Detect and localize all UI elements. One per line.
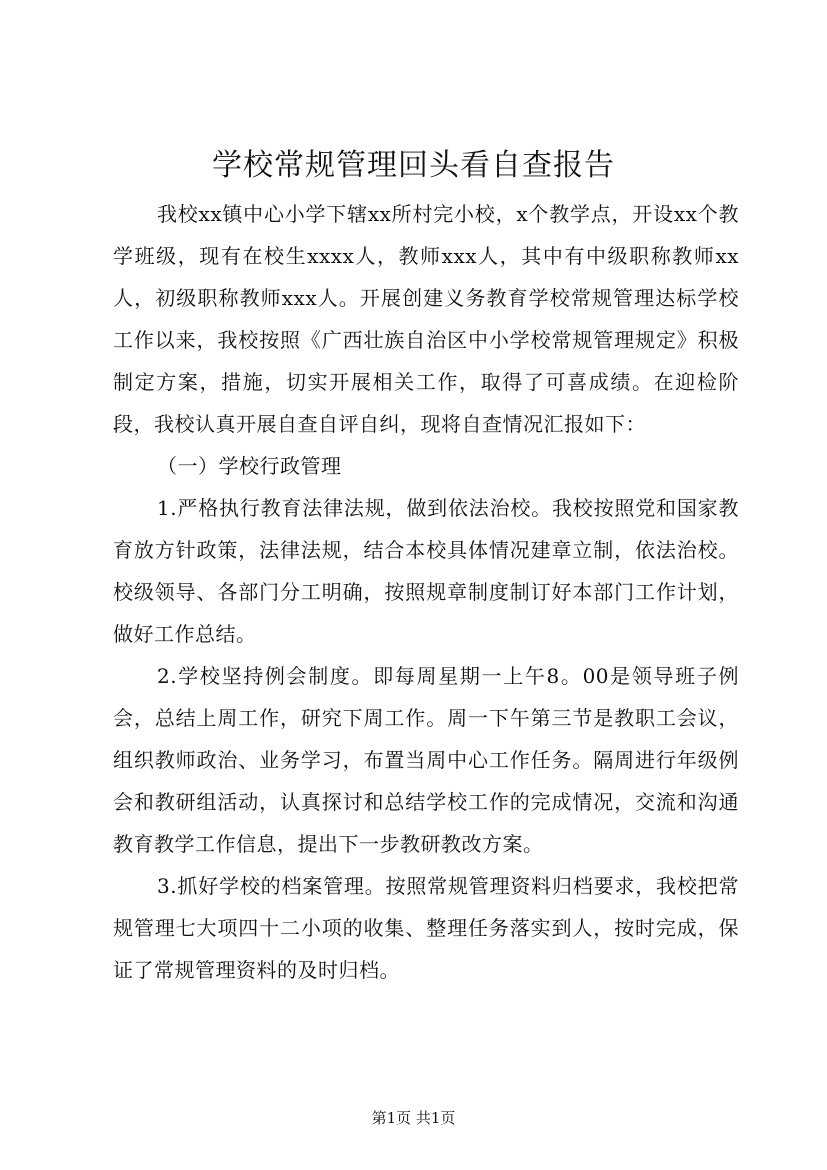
section-heading-administration: （一）学校行政管理	[157, 454, 342, 478]
item-1-paragraph: 1.严格执行教育法律法规，做到依法治校。我校按照党和国家教育放方针政策，法律法规，结合本校具体情况建章立制，依法治校。校级领导、各部门分工明确，按照规章制度制订好本部门工作计划，做好工作总结。	[113, 496, 739, 646]
intro-paragraph: 我校xx镇中心小学下辖xx所村完小校，x个教学点，开设xx个教学班级，现有在校生xxxx人，教师xxx人，其中有中级职称教师xx人，初级职称教师xxx人。开展创建义务教育学校常规管理达标学校工作以来，我校按照《广西壮族自治区中小学校常规管理规定》积极制定方案，措施，切实开展相关工作，取得了可喜成绩。在迎检阶段，我校认真开展自查自评自纠，现将自查情况汇报如下：	[113, 202, 739, 436]
document-body	[113, 193, 739, 991]
item-3-paragraph: 3.抓好学校的档案管理。按照常规管理资料归档要求，我校把常规管理七大项四十二小项的收集、整理任务落实到人，按时完成，保证了常规管理资料的及时归档。	[113, 874, 739, 982]
page-footer: 第1页 共1页	[371, 1109, 456, 1127]
document-title: 学校常规管理回头看自查报告	[212, 148, 615, 183]
item-2-paragraph: 2.学校坚持例会制度。即每周星期一上午8。00是领导班子例会，总结上周工作，研究下周工作。周一下午第三节是教职工会议，组织教师政治、业务学习，布置当周中心工作任务。隔周进行年级例会和教研组活动，认真探讨和总结学校工作的完成情况，交流和沟通教育教学工作信息，提出下一步教研教改方案。	[113, 664, 739, 856]
